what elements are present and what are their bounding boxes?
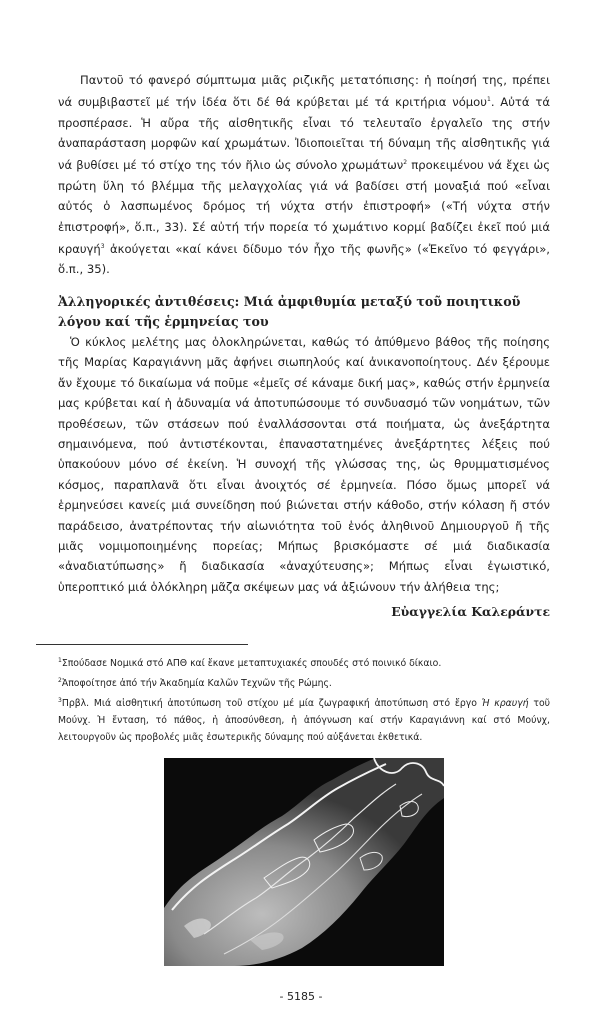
paragraph-text: . Αὐτά τά προσπέρασε. Ἡ αὔρα τῆς αἰσθητικῆς εἶναι τό τελευταῖο ἐργαλεῖο της στήν ἀναπαράσταση μορφῶν καί χρωμάτων. Ἰδιοποιεῖται τή δύναμη τῆς αἰσθητικῆς γιά νά βυθίσει μέ τό στίχο της τόν ἥλιο ὡς σύνολο χρωμάτων: [58, 95, 550, 173]
footnote-number: 3: [58, 697, 62, 705]
footnote-ref-1[interactable]: 1: [486, 96, 491, 104]
paragraph-text: προκειμένου νά ἔχει ὡς πρώτη ὕλη τό βλέμμα τῆς μελαγχολίας γιά νά βαδίσει στή μοναξιά πού «εἶναι αὐτός ὁ λασπωμένος δρόμος τή νύχτα στήν ἐπιστροφή» («Τή νύχτα στήν ἐπιστροφή», ὅ.π., 33). Σέ αὐτή τήν πορεία τό χωμάτινο κορμί βαδίζει ἐκεῖ πού μιά κραυγή: [58, 158, 551, 256]
body-paragraph-1: [58, 70, 550, 280]
footnote-number: 1: [58, 657, 62, 664]
footnote-number: 2: [58, 677, 62, 685]
footnote-text: Πρβλ. Μιά αἰσθητική ἀποτύπωση τοῦ στίχου μέ μία ζωγραφική ἀποτύπωση στό ἔργο: [61, 698, 482, 710]
section-heading: Ἀλληγορικές ἀντιθέσεις: Μιά ἀμφιθυμία μεταξύ τοῦ ποιητικοῦ λόγου καί τῆς ἑρμηνείας του: [58, 294, 521, 329]
footnote-text: Σπούδασε Νομικά στό ΑΠΘ καί ἔκανε μεταπτυχιακές σπουδές στό ποινικό δίκαιο.: [61, 658, 442, 670]
body-paragraph-2: Ὁ κύκλος μελέτης μας ὁλοκληρώνεται, καθώς τό ἀπύθμενο βάθος τῆς ποίησης τῆς Μαρίας Καραγιάννη μᾶς ἀφήνει σιωπηλούς καί ἀνικανοποίητους. Δέν ξέρουμε ἄν ἔχουμε τό δικαίωμα νά ποῦμε «ἐμεῖς σέ κάναμε δική μας», καθώς στήν ἑρμηνεία μας κρύβεται καί ἡ ἀδυναμία νά ἀποτυπώσουμε τό συνδυασμό τῶν νοημάτων, τῶν προθέσεων, τῶν στάσεων πού ἐναλλάσσονται στά ποιήματα, ὡς ἀνεξάρτητα σημαινόμενα, πού ἀντιστέκονται, ἐπαναστατημένες ἀνεξάρτητες λέξεις πού ὑπακούουν μόνο σέ ἐκείνη. Ἡ συνοχή τῆς γλώσσας της, ὡς θρυμματισμένος κόσμος, παραπλανᾶ ὅτι εἶναι ἀνοιχτός σέ ἑρμηνεία. Πόσο ὅμως μπορεῖ νά ἑρμηνεύσει κανείς μιά συνείδηση πού βιώνεται στήν κάθοδο, στήν κόλαση ἤ στόν παράδεισο, ἀνατρέποντας τήν αἰωνιότητα τοῦ ἑνός ἀληθινοῦ Δημιουργοῦ ἤ τῆς μιᾶς νομιμοποιημένης πορείας; Μήπως βρισκόμαστε σέ μιά διαδικασία «ἀναδιατύπωσης» ἤ διαδικασία «ἀναχύτευσης»; Μήπως εἶναι ἐγωιστικό, ὑπεροπτικό μιά ὁλόκληρη μᾶζα σκέψεων μας νά ἀξιώνουν τήν ἀλήθεια της;: [58, 335, 550, 594]
footnote-2: [58, 672, 550, 692]
footnote-1: [58, 652, 550, 672]
footnote-ref-3[interactable]: 3: [100, 242, 105, 250]
footnote-3: [58, 692, 550, 746]
footnote-ref-2[interactable]: 2: [403, 159, 408, 167]
footnote-divider: [36, 644, 248, 645]
paragraph-text: ἀκούγεται «καί κάνει δίδυμο τόν ἦχο τῆς φωνῆς» («Ἐκεῖνο τό φεγγάρι», ὅ.π., 35).: [58, 241, 550, 277]
abstract-painting-graphic: [164, 758, 444, 966]
footnote-text: τοῦ Μούνχ. Ἡ ἔνταση, τό πάθος, ἡ ἀποσύνθεση, ἡ ἀπόγνωση καί στήν Καραγιάννη καί στό Μούνχ, λειτουργοῦν ὡς προβολές μιᾶς ἐσωτερικῆς δύναμης πού αὐξάνεται ἐκθετικά.: [58, 698, 551, 744]
paragraph-text: Παντοῦ τό φανερό σύμπτωμα μιᾶς ριζικῆς μετατόπισης: ἡ ποίησή της, πρέπει νά συμβιβαστεῖ μέ τήν ἰδέα ὅτι δέ θά κρύβεται μέ τά κριτήρια νόμου: [58, 73, 550, 110]
page-number: - 5185 -: [279, 990, 323, 1003]
footnote-text: Ἀποφοίτησε ἀπό τήν Ἀκαδημία Καλῶν Τεχνῶν τῆς Ρώμης.: [61, 678, 332, 690]
artwork-title: Ἡ κραυγή: [481, 698, 529, 710]
artwork-image: [164, 758, 444, 966]
author-signature: Εὐαγγελία Καλεράντε: [391, 604, 550, 619]
footnotes: [58, 652, 550, 746]
